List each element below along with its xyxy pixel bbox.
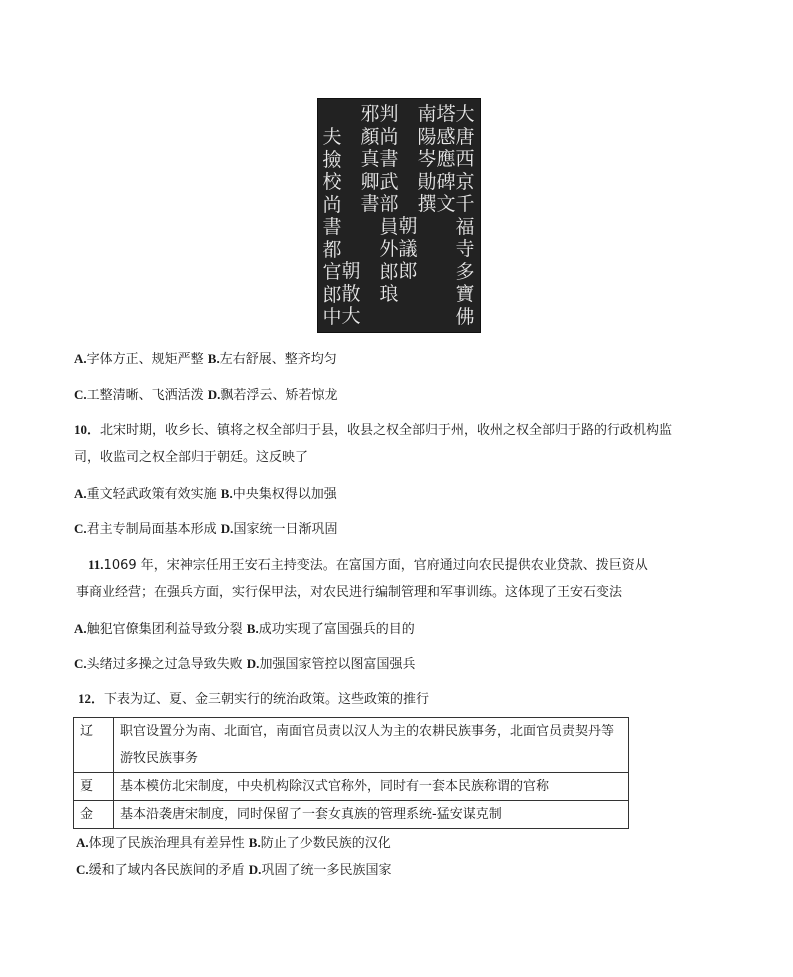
q11-option-a-letter: A. bbox=[74, 621, 87, 636]
rubbing-column-7: 朝散大 bbox=[341, 260, 361, 327]
q9-options-row-2 bbox=[74, 386, 337, 405]
q11-stem-line-2: 事商业经营；在强兵方面，实行保甲法，对农民进行编制管理和军事训练。这体现了王安石变法 bbox=[76, 585, 623, 600]
q10-option-b-letter: B. bbox=[220, 486, 233, 501]
rubbing-column-3: 南陽岑勛撰 bbox=[417, 103, 437, 215]
rubbing-column-6: 邪顏真卿書 bbox=[360, 103, 380, 215]
q12-options-row-1 bbox=[76, 834, 391, 853]
q12-options-row-2 bbox=[76, 861, 391, 880]
q12-option-c: 缓和了域内各民族间的矛盾 bbox=[88, 863, 245, 878]
q11-options-row-2 bbox=[74, 655, 415, 674]
q9-option-d-letter: D. bbox=[207, 387, 221, 402]
rubbing-column-4: 朝議郎 bbox=[398, 215, 418, 282]
q10-option-d: 国家统一日渐巩固 bbox=[233, 522, 338, 537]
q9-option-a: 字体方正、规矩严整 bbox=[86, 352, 204, 367]
q10-stem-line-1 bbox=[74, 421, 672, 440]
q10-option-a-letter: A. bbox=[74, 486, 87, 501]
q9-option-b-letter: B. bbox=[207, 351, 220, 366]
table-row bbox=[74, 718, 629, 773]
calligraphy-rubbing-image bbox=[317, 98, 481, 333]
q9-option-c-letter: C. bbox=[74, 387, 87, 402]
q12-stem bbox=[78, 690, 429, 709]
q9-option-c: 工整清晰、飞洒活泼 bbox=[86, 388, 204, 403]
q10-stem-line-2: 司，收监司之权全部归于朝廷。这反映了 bbox=[74, 450, 309, 465]
q10-options-row-1 bbox=[74, 485, 337, 504]
dynasty-cell-xia: 夏 bbox=[74, 773, 114, 801]
q9-option-d: 飘若浮云、矫若惊龙 bbox=[220, 388, 338, 403]
q11-stem-text-1: 1069 年，宋神宗任用王安石主持变法。在富国方面，官府通过向农民提供农业贷款、拨巨资从 bbox=[103, 558, 648, 573]
q12-stem-text: 下表为辽、夏、金三朝实行的统治政策。这些政策的推行 bbox=[104, 692, 430, 707]
q10-stem-text-1: 北宋时期，收乡长、镇将之权全部归于县，收县之权全部归于州，收州之权全部归于路的行政机构监 bbox=[100, 423, 673, 438]
q12-option-a-letter: A. bbox=[76, 835, 89, 850]
q12-option-a: 体现了民族治理具有差异性 bbox=[88, 836, 245, 851]
policy-cell-jin: 基本沿袭唐宋制度，同时保留了一套女真族的管理系统-猛安谋克制 bbox=[114, 801, 629, 829]
q10-number: 10． bbox=[74, 422, 101, 437]
q9-options-row-1 bbox=[74, 350, 337, 369]
q10-option-c: 君主专制局面基本形成 bbox=[86, 522, 217, 537]
q10-option-d-letter: D. bbox=[220, 521, 234, 536]
q12-option-c-letter: C. bbox=[76, 862, 89, 877]
q12-number: 12． bbox=[78, 691, 105, 706]
q12-option-b-letter: B. bbox=[248, 835, 261, 850]
q11-option-d-letter: D. bbox=[246, 656, 260, 671]
q10-option-a: 重文轻武政策有效实施 bbox=[86, 487, 217, 502]
table-row bbox=[74, 801, 629, 829]
q11-stem-line-1 bbox=[88, 556, 648, 575]
rubbing-column-1: 大唐西京千福寺多寶佛 bbox=[455, 103, 475, 328]
q11-option-c-letter: C. bbox=[74, 656, 87, 671]
policy-table bbox=[73, 717, 629, 829]
q11-option-b: 成功实现了富国强兵的目的 bbox=[258, 622, 415, 637]
q9-option-a-letter: A. bbox=[74, 351, 87, 366]
q9-option-b: 左右舒展、整齐均匀 bbox=[219, 352, 337, 367]
q11-option-b-letter: B. bbox=[246, 621, 259, 636]
table-row bbox=[74, 773, 629, 801]
q12-option-d-letter: D. bbox=[248, 862, 262, 877]
rubbing-column-8: 夫撿校尚書都官郎中 bbox=[322, 126, 342, 328]
q11-number: 11. bbox=[88, 557, 104, 572]
rubbing-column-5: 判尚書武部員外郎琅 bbox=[379, 103, 399, 305]
q11-option-a: 触犯官僚集团利益导致分裂 bbox=[86, 622, 243, 637]
q10-option-c-letter: C. bbox=[74, 521, 87, 536]
dynasty-cell-jin: 金 bbox=[74, 801, 114, 829]
q12-option-b: 防止了少数民族的汉化 bbox=[260, 836, 391, 851]
dynasty-cell-liao: 辽 bbox=[74, 718, 114, 773]
q11-option-d: 加强国家管控以图富国强兵 bbox=[259, 657, 416, 672]
policy-cell-xia: 基本模仿北宋制度，中央机构除汉式官称外，同时有一套本民族称谓的官称 bbox=[114, 773, 629, 801]
q11-options-row-1 bbox=[74, 620, 415, 639]
q12-option-d: 巩固了统一多民族国家 bbox=[261, 863, 392, 878]
q10-options-row-2 bbox=[74, 520, 337, 539]
q11-option-c: 头绪过多操之过急导致失败 bbox=[86, 657, 243, 672]
rubbing-column-2: 塔感應碑文 bbox=[436, 103, 456, 215]
policy-cell-liao: 职官设置分为南、北面官，南面官员责以汉人为主的农耕民族事务，北面官员责契丹等游牧民族事务 bbox=[114, 718, 629, 773]
q10-option-b: 中央集权得以加强 bbox=[232, 487, 337, 502]
